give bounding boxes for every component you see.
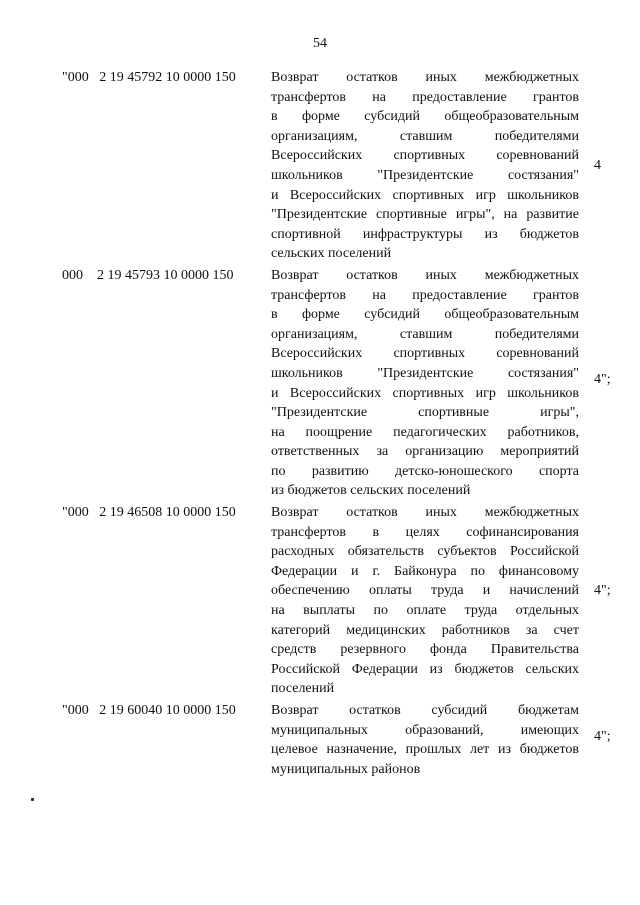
description-line: ответственных за организацию мероприятий bbox=[271, 444, 579, 460]
description-line: Российской Федерации из бюджетов сельских bbox=[271, 661, 579, 677]
page-number: 54 bbox=[313, 36, 327, 51]
description-line: трансфертов на предоставление грантов bbox=[271, 287, 579, 303]
description-line: "Президентские спортивные игры", bbox=[271, 405, 579, 421]
description-line: в форме субсидий общеобразовательным bbox=[271, 307, 579, 323]
description-line: "Президентские спортивные игры", на развитие bbox=[271, 207, 579, 223]
description-line: школьников "Президентские состязания" bbox=[271, 167, 579, 183]
description-line: организациям, ставшим победителями bbox=[271, 128, 579, 144]
entry-description bbox=[271, 701, 579, 779]
budget-entry bbox=[62, 701, 622, 779]
description-line: и Всероссийских спортивных игр школьников bbox=[271, 187, 579, 203]
description-line: Всероссийских спортивных соревнований bbox=[271, 346, 579, 362]
entry-value: 4"; bbox=[594, 583, 611, 599]
description-last-line: поселений bbox=[271, 681, 335, 697]
description-line: Возврат остатков иных межбюджетных bbox=[271, 70, 579, 85]
entry-description bbox=[271, 503, 579, 699]
budget-code: "000 2 19 45792 10 0000 150 bbox=[62, 70, 236, 85]
description-line: организациям, ставшим победителями bbox=[271, 326, 579, 342]
description-line: Возврат остатков иных межбюджетных bbox=[271, 267, 579, 283]
description-line: по развитию детско-юношеского спорта bbox=[271, 463, 579, 479]
description-line: категорий медицинских работников за счет bbox=[271, 622, 579, 638]
description-line: муниципальных образований, имеющих bbox=[271, 722, 579, 738]
budget-entry bbox=[62, 68, 622, 264]
description-line: Всероссийских спортивных соревнований bbox=[271, 148, 579, 164]
description-line: спортивной инфраструктуры из бюджетов bbox=[271, 226, 579, 242]
description-line: обеспечению оплаты труда и начислений bbox=[271, 583, 579, 599]
description-last-line: из бюджетов сельских поселений bbox=[271, 483, 471, 499]
budget-code: "000 2 19 60040 10 0000 150 bbox=[62, 703, 236, 718]
description-line: расходных обязательств субъектов Российской bbox=[271, 544, 579, 560]
description-line: трансфертов в целях софинансирования bbox=[271, 524, 579, 540]
entry-description bbox=[271, 266, 579, 501]
scan-artifact-dot bbox=[31, 798, 34, 801]
budget-code-list bbox=[62, 68, 622, 781]
description-line: Возврат остатков иных межбюджетных bbox=[271, 505, 579, 521]
description-line: Федерации и г. Байконура по финансовому bbox=[271, 563, 579, 579]
description-line: на выплаты по оплате труда отдельных bbox=[271, 603, 579, 619]
description-line: школьников "Президентские состязания" bbox=[271, 365, 579, 381]
budget-code: "000 2 19 46508 10 0000 150 bbox=[62, 505, 236, 521]
description-last-line: муниципальных районов bbox=[271, 761, 421, 777]
description-line: целевое назначение, прошлых лет из бюджетов bbox=[271, 742, 579, 758]
budget-code: 000 2 19 45793 10 0000 150 bbox=[62, 267, 234, 283]
entry-description bbox=[271, 68, 579, 264]
budget-entry bbox=[62, 266, 622, 501]
budget-entry bbox=[62, 503, 622, 699]
description-line: Возврат остатков субсидий бюджетам bbox=[271, 703, 579, 718]
description-line: в форме субсидий общеобразовательным bbox=[271, 109, 579, 125]
description-last-line: сельских поселений bbox=[271, 246, 392, 262]
description-line: на поощрение педагогических работников, bbox=[271, 424, 579, 440]
description-line: и Всероссийских спортивных игр школьников bbox=[271, 385, 579, 401]
entry-value: 4"; bbox=[594, 729, 611, 744]
description-line: средств резервного фонда Правительства bbox=[271, 642, 579, 658]
entry-value: 4 bbox=[594, 158, 601, 173]
entry-value: 4"; bbox=[594, 371, 611, 387]
description-line: трансфертов на предоставление грантов bbox=[271, 89, 579, 105]
